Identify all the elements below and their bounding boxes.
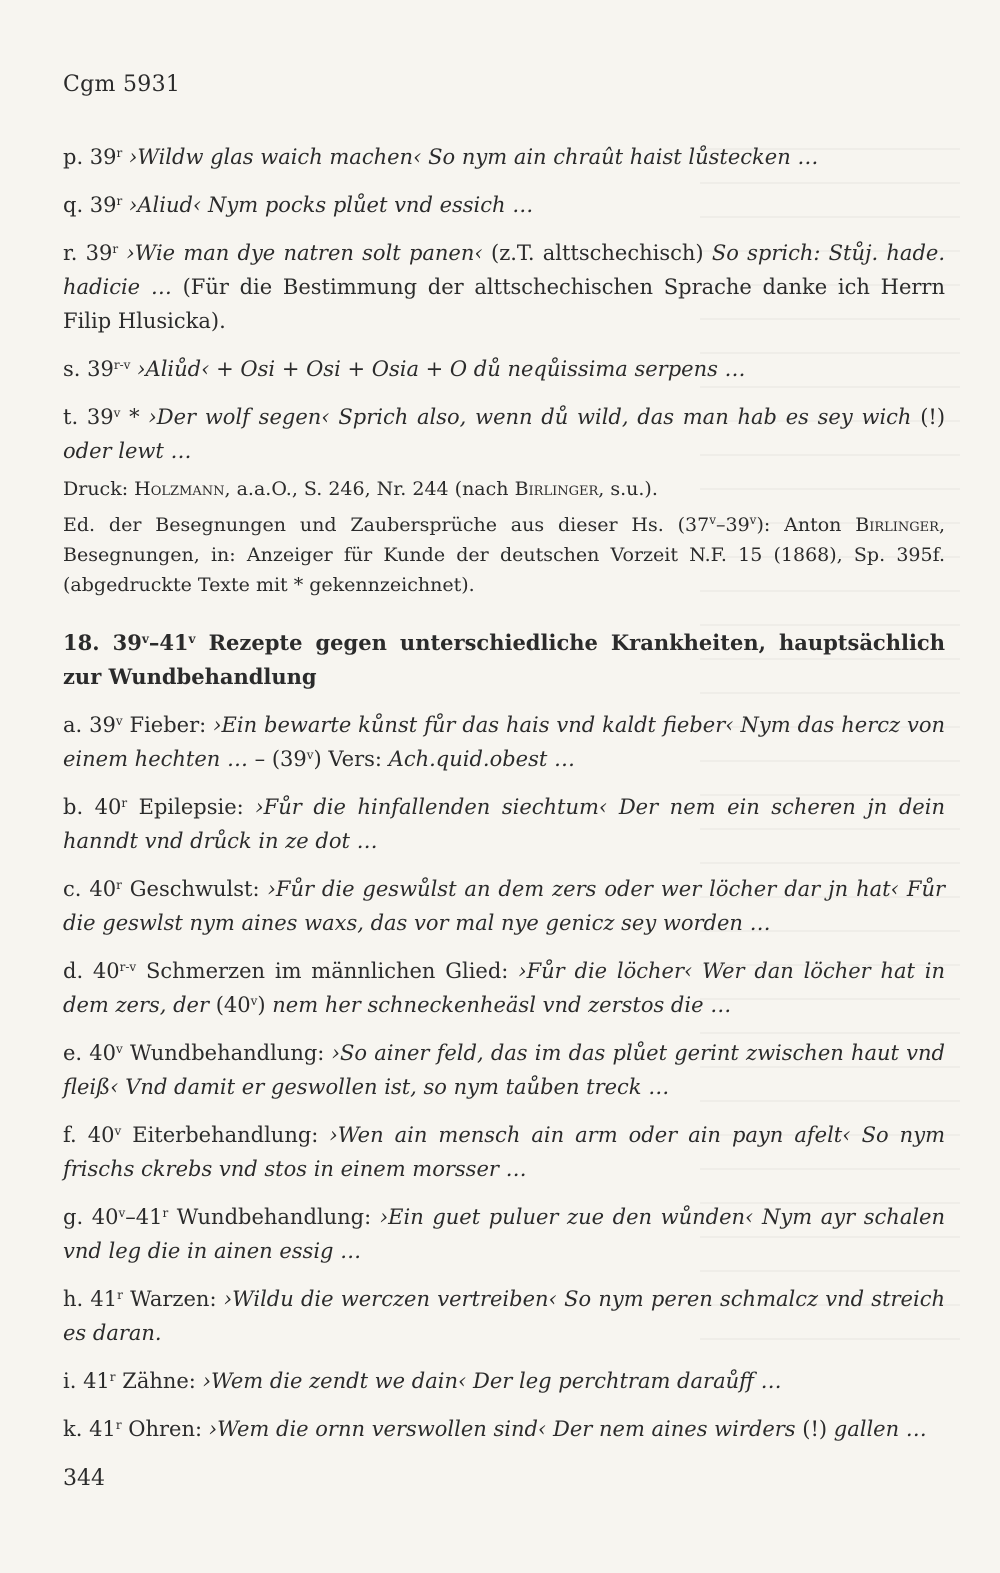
section-heading: 18. 39$^v$–41$^v$ Rezepte gegen unterschiedliche Krankheiten, hauptsächlich zur Wundbehandlung (63, 630, 945, 689)
print-reference: Druck: Holzmann, a.a.O., S. 246, Nr. 244 (nach Birlinger, s.u.). (63, 478, 658, 500)
recipe-h: h. 41$^r$ Warzen: ›Wildu die werczen vertreiben‹ So nym peren schmalcz vnd streich es daran. (63, 1287, 945, 1345)
recipe-i: i. 41$^r$ Zähne: ›Wem die zendt we dain‹ Der leg perchtram daraůff … (63, 1369, 782, 1393)
entry-p: p. 39$^r$ ›Wildw glas waich machen‹ So nym ain chraût haist lůstecken … (63, 145, 819, 169)
entry-q: q. 39$^r$ ›Aliud‹ Nym pocks plůet vnd essich … (63, 193, 534, 217)
page-header: Cgm 5931 (63, 72, 181, 97)
recipe-c: c. 40$^r$ Geschwulst: ›Fůr die geswůlst an dem zers oder wer löcher dar jn hat‹ Fůr die geswlst nym aines waxs, das vor mal nye genicz sey worden … (63, 877, 946, 935)
recipe-f: f. 40$^v$ Eiterbehandlung: ›Wen ain mensch ain arm oder ain payn afelt‹ So nym frischs ckrebs vnd stos in einem morsser … (63, 1123, 945, 1181)
recipe-k: k. 41$^r$ Ohren: ›Wem die ornn verswollen sind‹ Der nem aines wirders (!) gallen … (63, 1417, 927, 1441)
entry-s: s. 39$^{r-v}$ ›Aliůd‹ + Osi + Osi + Osia + O dů neqůissima serpens … (63, 357, 746, 381)
recipe-b: b. 40$^r$ Epilepsie: ›Fůr die hinfallenden siechtum‹ Der nem ein scheren jn dein hanndt vnd drůck in ze dot … (63, 795, 945, 853)
entry-p-text: ›Wildw glas waich machen‹ So nym ain chraût haist lůstecken … (128, 145, 819, 169)
entry-q-text: ›Aliud‹ Nym pocks plůet vnd essich … (128, 193, 534, 217)
recipe-g: g. 40$^v$–41$^r$ Wundbehandlung: ›Ein guet puluer zue den wůnden‹ Nym ayr schalen vnd leg die in ainen essig … (63, 1205, 946, 1263)
entry-r: r. 39$^r$ ›Wie man dye natren solt panen‹ (z.T. alttschechisch) So sprich: Stůj. hade. hadicie … (Für die Bestimmung der alttschechischen Sprache danke ich Herrn Filip Hlusicka). (63, 241, 945, 333)
recipe-a: a. 39$^v$ Fieber: ›Ein bewarte kůnst fůr das hais vnd kaldt fieber‹ Nym das hercz von einem hechten … – (39$^v$) Vers: Ach.quid.obest … (63, 713, 945, 771)
page-number: 344 (63, 1466, 105, 1491)
entry-t: t. 39$^v$ * ›Der wolf segen‹ Sprich also, wenn dů wild, das man hab es sey wich (!) oder lewt … (63, 405, 946, 463)
page-content (63, 140, 945, 1460)
recipe-d: d. 40$^{r-v}$ Schmerzen im männlichen Glied: ›Fůr die löcher‹ Wer dan löcher hat in dem zers, der (40$^v$) nem her schneckenheäsl vnd zerstos die … (63, 959, 946, 1017)
edition-reference: Ed. der Besegnungen und Zaubersprüche aus dieser Hs. (37$^v$–39$^v$): Anton Birlinger, Besegnungen, in: Anzeiger für Kunde der deutschen Vorzeit N.F. 15 (1868), Sp. 395f. (abgedruckte Texte mit * gekennzeichnet). (63, 512, 945, 596)
recipe-e: e. 40$^v$ Wundbehandlung: ›So ainer feld, das im das plůet gerint zwischen haut vnd fleiß‹ Vnd damit er geswollen ist, so nym taůben treck … (63, 1041, 946, 1099)
